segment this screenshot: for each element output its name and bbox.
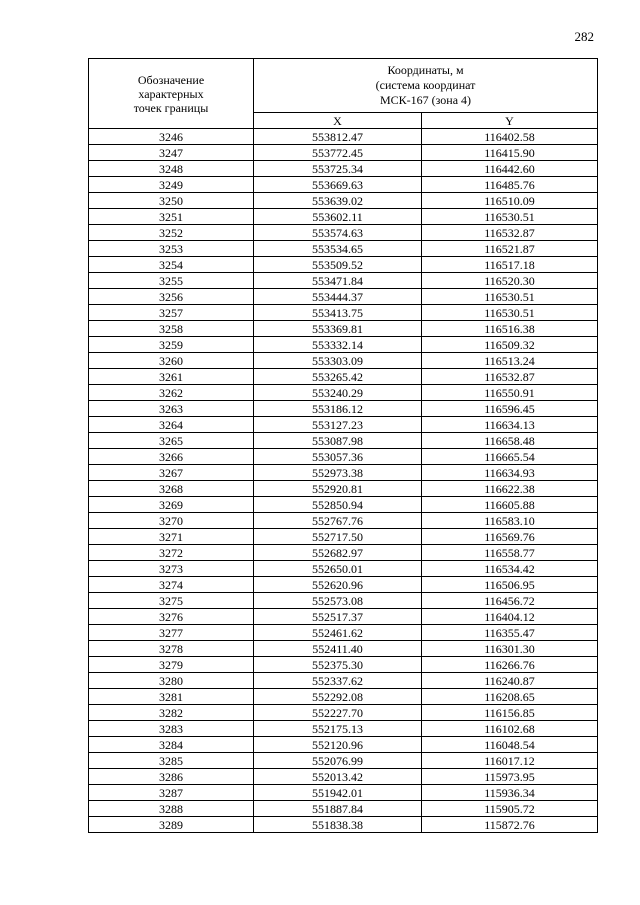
x-coordinate-cell: 553057.36 — [254, 449, 422, 465]
y-coordinate-cell: 116402.58 — [422, 129, 598, 145]
point-id-cell: 3287 — [89, 785, 254, 801]
table-row — [89, 545, 598, 561]
header-line: МСК-167 (зона 4) — [379, 93, 472, 107]
y-coordinate-cell: 116658.48 — [422, 433, 598, 449]
point-id-cell: 3283 — [89, 721, 254, 737]
table-row — [89, 465, 598, 481]
header-line: точек границы — [133, 100, 209, 115]
x-coordinate-cell: 552920.81 — [254, 481, 422, 497]
y-coordinate-cell: 116532.87 — [422, 369, 598, 385]
table-row — [89, 209, 598, 225]
table-row — [89, 257, 598, 273]
table-header-row — [89, 59, 598, 113]
x-coordinate-cell: 553332.14 — [254, 337, 422, 353]
y-coordinate-cell: 115936.34 — [422, 785, 598, 801]
table-row — [89, 593, 598, 609]
point-id-cell: 3264 — [89, 417, 254, 433]
table-row — [89, 401, 598, 417]
point-id-cell: 3260 — [89, 353, 254, 369]
table-row — [89, 689, 598, 705]
point-id-cell: 3261 — [89, 369, 254, 385]
table-row — [89, 529, 598, 545]
table-row — [89, 705, 598, 721]
header-line: Координаты, м — [387, 63, 464, 77]
y-coordinate-cell: 116534.42 — [422, 561, 598, 577]
x-coordinate-cell: 552292.08 — [254, 689, 422, 705]
point-id-cell: 3254 — [89, 257, 254, 273]
table-row — [89, 817, 598, 833]
table-row — [89, 161, 598, 177]
coordinates-header — [254, 59, 598, 113]
x-coordinate-cell: 553186.12 — [254, 401, 422, 417]
table-row — [89, 273, 598, 289]
table-row — [89, 225, 598, 241]
x-coordinate-cell: 552682.97 — [254, 545, 422, 561]
point-id-cell: 3282 — [89, 705, 254, 721]
x-coordinate-cell: 552850.94 — [254, 497, 422, 513]
y-coordinate-cell: 116530.51 — [422, 305, 598, 321]
y-coordinate-cell: 116558.77 — [422, 545, 598, 561]
y-coordinate-cell: 116569.76 — [422, 529, 598, 545]
x-coordinate-cell: 552076.99 — [254, 753, 422, 769]
point-id-cell: 3265 — [89, 433, 254, 449]
table-row — [89, 625, 598, 641]
y-coordinate-cell: 116156.85 — [422, 705, 598, 721]
point-id-cell: 3276 — [89, 609, 254, 625]
x-coordinate-cell: 552013.42 — [254, 769, 422, 785]
table-row — [89, 129, 598, 145]
y-coordinate-cell: 116516.38 — [422, 321, 598, 337]
table-row — [89, 785, 598, 801]
x-coordinate-cell: 552973.38 — [254, 465, 422, 481]
x-coordinate-cell: 552411.40 — [254, 641, 422, 657]
table-row — [89, 657, 598, 673]
table-row — [89, 513, 598, 529]
x-coordinate-cell: 551838.38 — [254, 817, 422, 833]
x-coordinate-cell: 553303.09 — [254, 353, 422, 369]
point-id-cell: 3288 — [89, 801, 254, 817]
point-id-cell: 3280 — [89, 673, 254, 689]
y-column-header: Y — [422, 113, 598, 129]
point-id-cell: 3247 — [89, 145, 254, 161]
y-coordinate-cell: 116530.51 — [422, 289, 598, 305]
x-coordinate-cell: 552767.76 — [254, 513, 422, 529]
y-coordinate-cell: 116355.47 — [422, 625, 598, 641]
y-coordinate-cell: 116301.30 — [422, 641, 598, 657]
x-coordinate-cell: 553369.81 — [254, 321, 422, 337]
y-coordinate-cell: 116442.60 — [422, 161, 598, 177]
x-coordinate-cell: 553812.47 — [254, 129, 422, 145]
point-id-cell: 3274 — [89, 577, 254, 593]
table-row — [89, 193, 598, 209]
y-coordinate-cell: 116456.72 — [422, 593, 598, 609]
table-row — [89, 497, 598, 513]
x-coordinate-cell: 553534.65 — [254, 241, 422, 257]
x-coordinate-cell: 552375.30 — [254, 657, 422, 673]
table-row — [89, 241, 598, 257]
x-coordinate-cell: 551887.84 — [254, 801, 422, 817]
y-coordinate-cell: 116596.45 — [422, 401, 598, 417]
x-coordinate-cell: 552650.01 — [254, 561, 422, 577]
x-coordinate-cell: 553127.23 — [254, 417, 422, 433]
y-coordinate-cell: 116240.87 — [422, 673, 598, 689]
x-coordinate-cell: 552120.96 — [254, 737, 422, 753]
y-coordinate-cell: 116509.32 — [422, 337, 598, 353]
y-coordinate-cell: 116521.87 — [422, 241, 598, 257]
point-id-cell: 3255 — [89, 273, 254, 289]
point-id-cell: 3249 — [89, 177, 254, 193]
table-row — [89, 801, 598, 817]
y-coordinate-cell: 116102.68 — [422, 721, 598, 737]
y-coordinate-cell: 116485.76 — [422, 177, 598, 193]
header-line: Обозначение — [137, 72, 205, 87]
y-coordinate-cell: 116208.65 — [422, 689, 598, 705]
point-id-cell: 3256 — [89, 289, 254, 305]
table-body — [89, 129, 598, 833]
y-coordinate-cell: 116510.09 — [422, 193, 598, 209]
table-row — [89, 145, 598, 161]
point-id-cell: 3267 — [89, 465, 254, 481]
x-coordinate-cell: 552573.08 — [254, 593, 422, 609]
point-id-cell: 3250 — [89, 193, 254, 209]
point-designation-header — [89, 59, 254, 129]
table-row — [89, 417, 598, 433]
x-coordinate-cell: 552227.70 — [254, 705, 422, 721]
table-row — [89, 641, 598, 657]
table-row — [89, 353, 598, 369]
x-coordinate-cell: 553669.63 — [254, 177, 422, 193]
table-row — [89, 481, 598, 497]
point-id-cell: 3281 — [89, 689, 254, 705]
point-id-cell: 3289 — [89, 817, 254, 833]
y-coordinate-cell: 116634.13 — [422, 417, 598, 433]
x-coordinate-cell: 552517.37 — [254, 609, 422, 625]
x-coordinate-cell: 552717.50 — [254, 529, 422, 545]
point-id-cell: 3251 — [89, 209, 254, 225]
point-id-cell: 3270 — [89, 513, 254, 529]
point-id-cell: 3284 — [89, 737, 254, 753]
y-coordinate-cell: 116520.30 — [422, 273, 598, 289]
table-row — [89, 289, 598, 305]
table-row — [89, 721, 598, 737]
x-coordinate-cell: 553413.75 — [254, 305, 422, 321]
table-row — [89, 609, 598, 625]
table-row — [89, 449, 598, 465]
y-coordinate-cell: 116665.54 — [422, 449, 598, 465]
point-id-cell: 3269 — [89, 497, 254, 513]
page-number: 282 — [574, 29, 594, 44]
point-id-cell: 3273 — [89, 561, 254, 577]
y-coordinate-cell: 116517.18 — [422, 257, 598, 273]
header-line: (система координат — [375, 78, 476, 92]
x-coordinate-cell: 553639.02 — [254, 193, 422, 209]
y-coordinate-cell: 116622.38 — [422, 481, 598, 497]
x-coordinate-cell: 553509.52 — [254, 257, 422, 273]
point-id-cell: 3279 — [89, 657, 254, 673]
x-coordinate-cell: 553087.98 — [254, 433, 422, 449]
y-coordinate-cell: 116506.95 — [422, 577, 598, 593]
y-coordinate-cell: 115973.95 — [422, 769, 598, 785]
table-row — [89, 577, 598, 593]
table-row — [89, 177, 598, 193]
point-id-cell: 3275 — [89, 593, 254, 609]
x-coordinate-cell: 553265.42 — [254, 369, 422, 385]
y-coordinate-cell: 116583.10 — [422, 513, 598, 529]
point-id-cell: 3286 — [89, 769, 254, 785]
y-coordinate-cell: 116017.12 — [422, 753, 598, 769]
point-id-cell: 3277 — [89, 625, 254, 641]
y-coordinate-cell: 116048.54 — [422, 737, 598, 753]
y-coordinate-cell: 116513.24 — [422, 353, 598, 369]
header-line: характерных — [138, 86, 204, 101]
point-id-cell: 3258 — [89, 321, 254, 337]
x-coordinate-cell: 553574.63 — [254, 225, 422, 241]
point-id-cell: 3253 — [89, 241, 254, 257]
x-coordinate-cell: 552175.13 — [254, 721, 422, 737]
y-coordinate-cell: 115872.76 — [422, 817, 598, 833]
x-coordinate-cell: 552620.96 — [254, 577, 422, 593]
y-coordinate-cell: 116266.76 — [422, 657, 598, 673]
x-coordinate-cell: 553471.84 — [254, 273, 422, 289]
x-coordinate-cell: 551942.01 — [254, 785, 422, 801]
point-id-cell: 3268 — [89, 481, 254, 497]
x-coordinate-cell: 553240.29 — [254, 385, 422, 401]
coordinates-table — [88, 58, 598, 833]
table-row — [89, 561, 598, 577]
y-coordinate-cell: 115905.72 — [422, 801, 598, 817]
table-row — [89, 305, 598, 321]
table-row — [89, 385, 598, 401]
table-row — [89, 673, 598, 689]
x-column-header: X — [254, 113, 422, 129]
y-coordinate-cell: 116415.90 — [422, 145, 598, 161]
point-id-cell: 3263 — [89, 401, 254, 417]
y-coordinate-cell: 116550.91 — [422, 385, 598, 401]
point-id-cell: 3257 — [89, 305, 254, 321]
y-coordinate-cell: 116532.87 — [422, 225, 598, 241]
x-coordinate-cell: 553602.11 — [254, 209, 422, 225]
y-coordinate-cell: 116634.93 — [422, 465, 598, 481]
x-coordinate-cell: 552461.62 — [254, 625, 422, 641]
point-id-cell: 3266 — [89, 449, 254, 465]
x-coordinate-cell: 553772.45 — [254, 145, 422, 161]
table-row — [89, 321, 598, 337]
point-id-cell: 3248 — [89, 161, 254, 177]
point-id-cell: 3246 — [89, 129, 254, 145]
point-id-cell: 3278 — [89, 641, 254, 657]
table-row — [89, 753, 598, 769]
point-id-cell: 3285 — [89, 753, 254, 769]
y-coordinate-cell: 116605.88 — [422, 497, 598, 513]
y-coordinate-cell: 116530.51 — [422, 209, 598, 225]
point-id-cell: 3252 — [89, 225, 254, 241]
x-coordinate-cell: 553725.34 — [254, 161, 422, 177]
table-row — [89, 769, 598, 785]
x-coordinate-cell: 553444.37 — [254, 289, 422, 305]
point-id-cell: 3262 — [89, 385, 254, 401]
table-row — [89, 737, 598, 753]
table-row — [89, 433, 598, 449]
x-coordinate-cell: 552337.62 — [254, 673, 422, 689]
point-id-cell: 3271 — [89, 529, 254, 545]
table-row — [89, 337, 598, 353]
y-coordinate-cell: 116404.12 — [422, 609, 598, 625]
point-id-cell: 3272 — [89, 545, 254, 561]
table-row — [89, 369, 598, 385]
point-id-cell: 3259 — [89, 337, 254, 353]
